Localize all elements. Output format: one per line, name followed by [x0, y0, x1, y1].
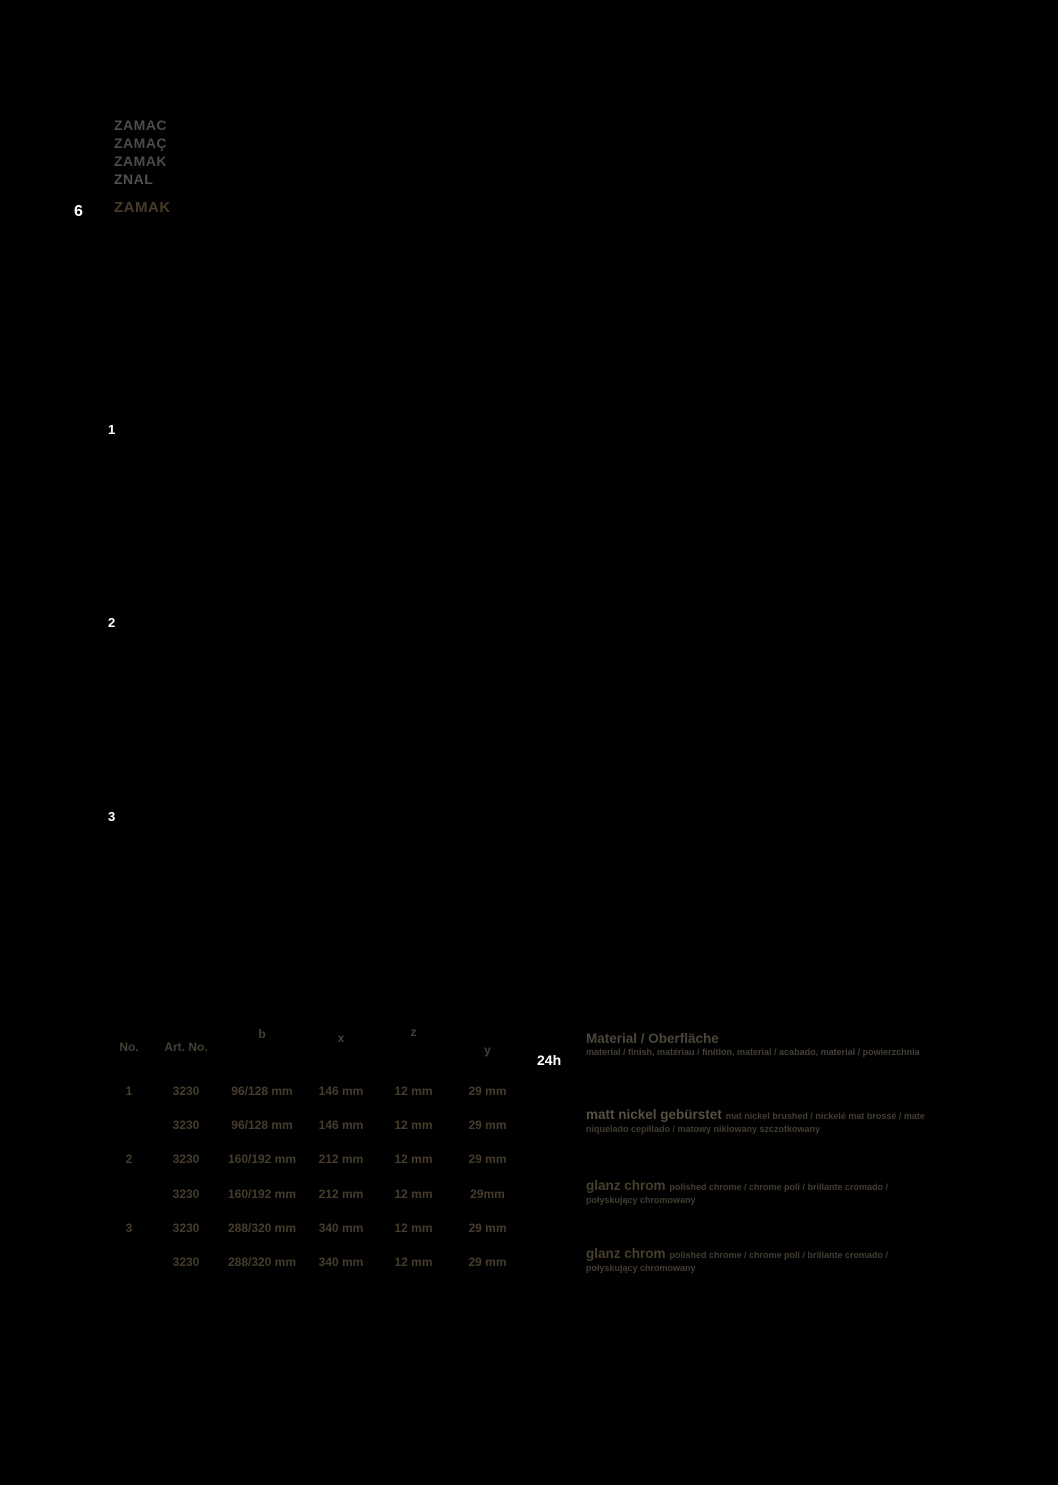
cell-no — [100, 1186, 158, 1202]
material-subtitle: material / finish, matériau / finition, material / acabado, material / powierzchnia — [586, 1047, 920, 1057]
legend-highlight: ZAMAK — [114, 199, 171, 216]
material-name: matt nickel gebürstet — [586, 1107, 722, 1122]
column-header-b: b — [258, 1027, 266, 1041]
material-entry — [586, 1109, 934, 1135]
cell-no: 1 — [125, 1084, 133, 1098]
cell-z: 12 mm — [394, 1255, 433, 1269]
item-marker-1: 1 — [108, 422, 116, 437]
column-header-art-no: Art. No. — [164, 1040, 208, 1054]
cell-y: 29 mm — [468, 1255, 507, 1269]
material-entry — [586, 1248, 934, 1274]
cell-y: 29 mm — [468, 1221, 507, 1235]
table-row — [100, 1083, 520, 1099]
table-row — [100, 1151, 520, 1167]
legend-line: ZAMAÇ — [114, 135, 168, 151]
item-marker-3: 3 — [108, 809, 116, 824]
material-section-header — [586, 1031, 946, 1058]
badge-24h: 24h — [537, 1052, 562, 1068]
cell-z: 12 mm — [394, 1084, 433, 1098]
cell-b: 96/128 mm — [231, 1084, 293, 1098]
cell-art-no: 3230 — [172, 1084, 200, 1098]
cell-y: 29 mm — [468, 1118, 507, 1132]
cell-b: 160/192 mm — [227, 1187, 297, 1201]
cell-b: 160/192 mm — [227, 1152, 297, 1166]
column-header-x: x — [337, 1031, 345, 1045]
cell-art-no: 3230 — [172, 1187, 200, 1201]
column-header-z: z — [410, 1025, 417, 1039]
cell-x: 340 mm — [318, 1221, 364, 1235]
cell-z: 12 mm — [394, 1118, 433, 1132]
cell-x: 212 mm — [318, 1187, 364, 1201]
cell-b: 288/320 mm — [227, 1255, 297, 1269]
material-title: Material / Oberfläche — [586, 1031, 719, 1046]
cell-no — [100, 1254, 158, 1270]
item-marker-2: 2 — [108, 615, 116, 630]
legend-line: ZNAL — [114, 171, 154, 187]
cell-y: 29 mm — [468, 1084, 507, 1098]
cell-z: 12 mm — [394, 1221, 433, 1235]
material-description: polished chrome / chrome poli / brillante cromado / połyskujący chromowany — [586, 1250, 889, 1273]
legend-line: ZAMAK — [114, 153, 168, 169]
cell-x: 146 mm — [318, 1118, 364, 1132]
cell-no: 2 — [125, 1152, 133, 1166]
page-number: 6 — [74, 203, 83, 220]
legend-line: ZAMAC — [114, 117, 168, 133]
table-row — [100, 1254, 520, 1270]
cell-x: 146 mm — [318, 1084, 364, 1098]
cell-art-no: 3230 — [172, 1221, 200, 1235]
table-row — [100, 1186, 520, 1202]
cell-b: 288/320 mm — [227, 1221, 297, 1235]
cell-y: 29mm — [470, 1187, 505, 1201]
table-row — [100, 1117, 520, 1133]
cell-x: 212 mm — [318, 1152, 364, 1166]
column-header-y: y — [484, 1043, 491, 1057]
material-description: mat nickel brushed / nickelé mat brossé / mate niquelado cepillado / matowy niklowany szczotkowany — [586, 1111, 925, 1134]
material-name: glanz chrom — [586, 1246, 666, 1261]
table-row — [100, 1220, 520, 1236]
cell-art-no: 3230 — [172, 1118, 200, 1132]
material-description: polished chrome / chrome poli / brillante cromado / połyskujący chromowany — [586, 1182, 889, 1205]
cell-z: 12 mm — [394, 1152, 433, 1166]
material-name: glanz chrom — [586, 1178, 666, 1193]
column-header-no: No. — [119, 1040, 139, 1054]
cell-x: 340 mm — [318, 1255, 364, 1269]
material-legend — [114, 116, 167, 188]
cell-art-no: 3230 — [172, 1152, 200, 1166]
cell-b: 96/128 mm — [231, 1118, 293, 1132]
cell-no — [100, 1117, 158, 1133]
cell-no: 3 — [125, 1221, 133, 1235]
material-entry — [586, 1180, 934, 1206]
cell-art-no: 3230 — [172, 1255, 200, 1269]
cell-y: 29 mm — [468, 1152, 507, 1166]
cell-z: 12 mm — [394, 1187, 433, 1201]
